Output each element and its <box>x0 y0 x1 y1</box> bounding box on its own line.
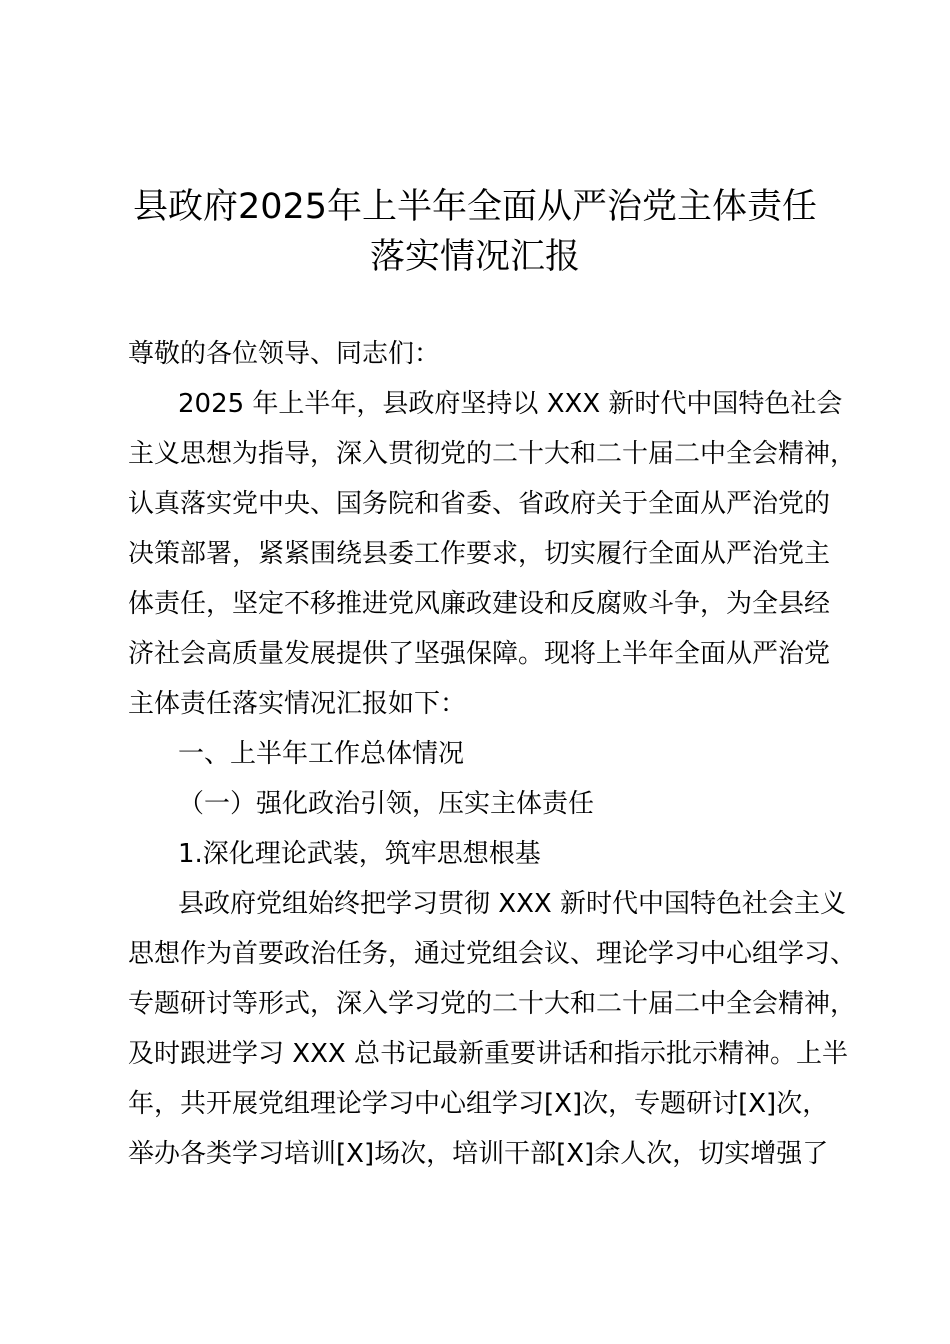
body-line: 认真落实党中央、国务院和省委、省政府关于全面从严治党的 <box>128 489 831 519</box>
body-line: 及时跟进学习 XXX 总书记最新重要讲话和指示批示精神。上半 <box>128 1039 848 1069</box>
body-line: 思想作为首要政治任务，通过党组会议、理论学习中心组学习、 <box>128 939 857 969</box>
body-line: 县政府党组始终把学习贯彻 XXX 新时代中国特色社会主义 <box>178 889 846 919</box>
body-line: 举办各类学习培训[X]场次，培训干部[X]余人次，切实增强了 <box>128 1139 829 1169</box>
body-line: 2025 年上半年，县政府坚持以 XXX 新时代中国特色社会 <box>178 389 843 419</box>
body-line: 体责任，坚定不移推进党风廉政建设和反腐败斗争，为全县经 <box>128 589 831 619</box>
item-heading: 1.深化理论武装，筑牢思想根基 <box>178 839 541 869</box>
body-line: 济社会高质量发展提供了坚强保障。现将上半年全面从严治党 <box>128 639 831 669</box>
body-line: 主义思想为指导，深入贯彻党的二十大和二十届二中全会精神， <box>128 439 857 469</box>
subsection-heading: （一）强化政治引领，压实主体责任 <box>178 789 595 819</box>
body-line: 决策部署，紧紧围绕县委工作要求，切实履行全面从严治党主 <box>128 539 831 569</box>
section-heading: 一、上半年工作总体情况 <box>178 739 465 769</box>
document-title-line-1: 县政府2025年上半年全面从严治党主体责任 <box>132 187 818 227</box>
body-line: 主体责任落实情况汇报如下： <box>128 689 467 719</box>
document-title-line-2: 落实情况汇报 <box>369 237 580 277</box>
body-line: 专题研讨等形式，深入学习党的二十大和二十届二中全会精神， <box>128 989 857 1019</box>
body-line: 年，共开展党组理论学习中心组学习[X]次，专题研讨[X]次， <box>128 1089 829 1119</box>
salutation: 尊敬的各位领导、同志们： <box>128 339 441 369</box>
